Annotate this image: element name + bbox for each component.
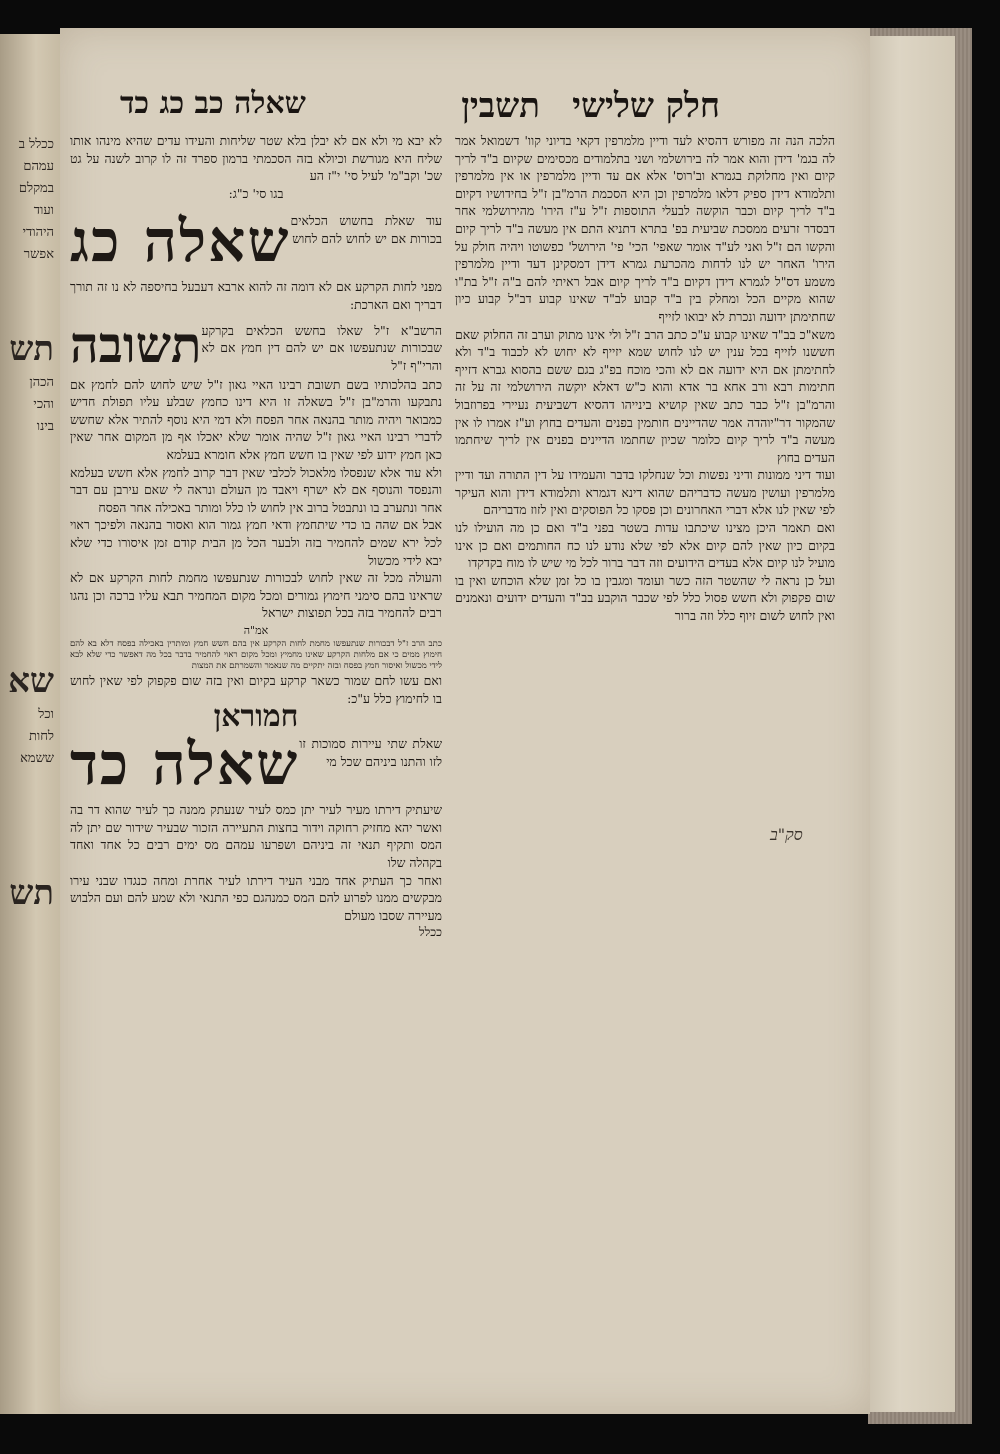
note-title: אמ"ה — [243, 623, 269, 637]
paragraph: לא יבא מי ולא אם לא יבלן בלא שטר שליחות והעידו עדים שהיא מינהו אותו שליח היא מגורשת וכיולא בזה הסכמתי ברמון ספרד זה לו קרוב לשנה על גט שכ' וקב"מ' לעיל סי' י"ז הע — [70, 133, 442, 184]
section-ref: בגו סי' כ"ג: — [228, 185, 284, 201]
author-heading: חמוראן — [213, 698, 299, 734]
prev-line: היהודי — [22, 225, 54, 240]
teshuva-heading — [70, 314, 442, 376]
left-text-column — [70, 132, 442, 1342]
header-questions: שאלה כב כג כד — [120, 86, 306, 121]
prev-line: במקלם — [18, 181, 54, 196]
prev-line: ככלל ב — [18, 137, 54, 152]
prev-big-title: תש — [9, 873, 54, 913]
paragraph: משא"כ בב"ד שאינו קבוע ע"כ כתב הרב ז"ל ולי אינו מתוק וערב זה החלוק שאם חששנו לזייף בכל ענין יש לנו לחוש שמא יזייף לא יחוש לא לכבוד ב"ד ולא לחתימתן אם היא ידועה אם לא והכי מוכח בפ"ג בגם ששם בהסוא גברא דזייף חתימות רבא ורב אחא בר אדא והוא כ"ש דאלא יוקשה הירושלמי זה על זה והרמ"בן ז"ל כבר כתב שאין קושיא בינייהו דהסיא דשביעית נעיירי בפרוזבול שהמקור דר"יוהדה אמר שהדיינים חותמין בפנים והעדים בחוץ וע"ז אמרו לו אין מעשה ב"ד לריך קיום כלומר שכיון שחתמו הדיינים בפנים אין לריך שיחתמו העדים בחוץ — [455, 326, 835, 465]
paragraph: ועל כן נראה לי שהשטר הזה כשר ועומד ומגבין בו כל זמן שלא הוכחש ואין בו שום פקפוק ולא חשש פסול כלל לפי שכבר הוקבע בב"ד והעדים ידועים ונאמנים ואין לחוש לשום זיוף כלל וזה ברור — [455, 572, 835, 624]
previous-page-edge — [0, 34, 60, 1414]
prev-line: ועוד — [33, 203, 54, 218]
prev-big-title: שא — [8, 661, 54, 701]
prev-big-title: תש — [9, 329, 54, 369]
prev-line: הכהן — [29, 375, 54, 390]
question-23-title: שאלה כג — [70, 207, 291, 276]
paragraph: שיעתיק דירתו מעיר לעיר יתן כמס לעיר שנעתק ממנה כך לעיר שהוא דר בה ואשר יהא מחזיק רחוקה וידור בחצות התעיירה הזכור שבעיר שידור שם יתן לה המס ותקיף תנאי זה ביניהם ושפרעו עמהם מס ימים רבים כל אחד ואחד בקהלה שלו — [70, 802, 442, 871]
paragraph: ועוד דיני ממונות ודיני נפשות וכל שנחלקו בדבר והעמידו על דין התורה ועד ודיין מלמרפין ועושין מעשה כדבריהם שהוא דינא דגמרא ותלמודא דידן והוא העיקר לפי שאין לנו אלא דברי האחרונים וכן פסקו כל הפוסקים ואין לזוז מדבריהם — [455, 467, 835, 518]
paragraph: עוד שאלת בחשוש הכלאים בכורות אם יש לחוש להם לחוש — [290, 213, 442, 246]
header-part: חלק שלישי — [572, 86, 720, 126]
prev-line: בינו — [36, 419, 54, 434]
right-text-column — [455, 132, 835, 1342]
prev-line: והכי — [33, 397, 54, 412]
prev-line: לחות — [28, 729, 54, 744]
prev-line: וכל — [38, 707, 54, 722]
prev-line: עמהם — [23, 159, 54, 174]
prev-line: אפשר — [23, 247, 54, 262]
paragraph: שאלת שתי עיירות סמוכות זו לזו והתנו ביניהם שכל מי — [299, 736, 442, 769]
header-year: תשבין — [461, 86, 540, 126]
running-header — [60, 82, 870, 132]
paragraph: ואחר כך העתיק אחד מבני העיר דירתו לעיר אחרת ומחה כנגדו שבני עירו מבקשים ממנו לפרוע להם המס כמנהגם כפי התנאי ולא שמע להם ועם הלבוש מעיירה שסבו מעולם — [70, 872, 442, 923]
paragraph: ואם עשו לחם שמור כשאר קרקע בקיום ואין בזה שום פקפוק לפי שאין לחוש בו לחימוץ כלל ע"כ: — [70, 673, 442, 707]
book-page — [60, 28, 870, 1414]
small-print-note: כתב הרב ז"ל דבכורות שנתעפשו מחמת לחות הקרקע אין בהם חשש חמץ ומותרין באכילה בפסח דלא בא להם חימוץ ממים כי אם מלחות הקרקע שאינו מחמיץ ומכל מקום ראוי להחמיר בדבר בכל מה דאפשר כדי שלא לבא לידי מכשול ואיסור חמץ בפסח ובזה יתקיים מה שנאמר והשמרתם את המצות — [70, 639, 442, 672]
paragraph: מפני לחות הקרקע אם לא דומה זה להוא ארבא דעבעל בחיספה לא נו זה תורך דבריך ואם הארכת: — [70, 279, 442, 312]
paragraph: הרשב"א ז"ל שאלו בחשש הכלאים בקרקע שבכורות שנתעפשו אם יש להם דין חמץ אם לא והרי"ף ז"ל — [201, 322, 442, 373]
q24-heading — [70, 725, 442, 801]
handwritten-margin-note: סק"ב — [770, 825, 803, 844]
q23-heading — [70, 202, 442, 278]
paragraph: ואם תאמר היכן מצינו שיכתבו עדות בשטר בפני ב"ד ואם כן מה הועילו לנו בקיום כיון שאין להם קיום אלא לפי שלא נודע לנו כח החותמים ואם כן אינו מועיל לנו קיום אלא בעדים הידועים וזה דבר ברור לכל מי שיש לו מוח בקדקדו — [455, 520, 835, 571]
prev-line: ששמא — [20, 751, 54, 766]
page-stack-edge — [862, 36, 955, 1412]
paragraph: אבל אם שהה בו כדי שיתחמץ ודאי חמץ גמור הוא ואסור בהנאה ולפיכך ראוי לכל ירא שמים להחמיר בזה ולבער הכל מן הבית קודם זמן איסורו כדי שלא יבא לידי מכשול — [70, 517, 442, 568]
paragraph: ולא עוד אלא שנפסלו מלאכול לכלבי שאין דבר קרוב לחמץ אלא חשש בעלמא והנפסד והנוסף אם לא ישרף ויאבד מן העולם ונראה לי שאם עירבן עם דבר אחר ונתערב בו ונתבטל ברוב אין לחוש לו כלל ומותר באכילה אחר הפסח — [70, 464, 442, 515]
paragraph: הלכה הנה זה מפורש דהסיא לעד ודיין מלמרפין דקאי בדיוני קוו' דשמואל אמר לה בגמ' דידן והוא אמר לה בירושלמי ושני בתלמודים מכסימים שקיום ב"ד לריך קיום ואין מחלוקת בגמרא וב'רוס' אלא אם עד ודיין מלמרפין או אין מלמרפין ותלמודא דידן ספיק דלאו מלמרפין וכן היא הסכמת הרמ"בן ז"ל בחידושיו דקיום ב"ד לריך קיום וכבר הוקשה לבעלי התוספות ז"ל ע"ז הירו' מהירושלמי אחר דבסדר זרעים ממסכת שביעית בפ' בתרא דתניא התם אין מעשה ב"ד לריך קיום והקשו הם ז"ל ואני לע"ד אומר שאפי' הכי' פי' הירושל' כפשוטו ויהיה חולק על הירו' האחר יש לנו לדחות מהכרעת גמרא דידן דמסקינן דעד ודיין מלמרפין משמע דס"ל לגמרא דידן דקיום ב"ד לריך קיום אבל ראיתי להם ב"ה ז"ל בת"ו שהוא מקיים הכל ומחלק בין ב"ד קבוע לב"ד שאינו קבוע דב"ל קבוע כיון שחתימתן ידועה ונכרת לא יבואו לזייף — [455, 133, 835, 324]
catchword: ככלל — [419, 925, 442, 940]
paragraph: והעולה מכל זה שאין לחוש לבכורות שנתעפשו מחמת לחות הקרקע אם לא שראינו בהם סימני חימוץ גמורים ומכל מקום המחמיר תבא עליו ברכה וכן נהגו רבים להחמיר בזה בכל תפוצות ישראל — [70, 570, 442, 621]
paragraph: כתב בהלכותיו בשם תשובת רבינו האיי גאון ז"ל שיש לחוש להם לחמץ אם נתבקעו והרמ"בן ז"ל בשאלה זו היא דינו כחמץ שבלע עליו תפולת חדיש כמבואר ויהיה מותר בהנאה אחר הפסח ולא דמי היא נוסף להתיר אלא שחשש לדברי רבינו האיי גאון ז"ל שהיה אומר שלא יאכלו אף מן המקום אחר שאין כאן חמץ ידוע לפי שאין בו חשש חמץ אלא חומרא בעלמא — [70, 376, 442, 462]
question-24-title: שאלה כד — [70, 730, 300, 799]
teshuva-title: תשובה — [70, 314, 202, 374]
previous-page-text — [2, 134, 54, 916]
